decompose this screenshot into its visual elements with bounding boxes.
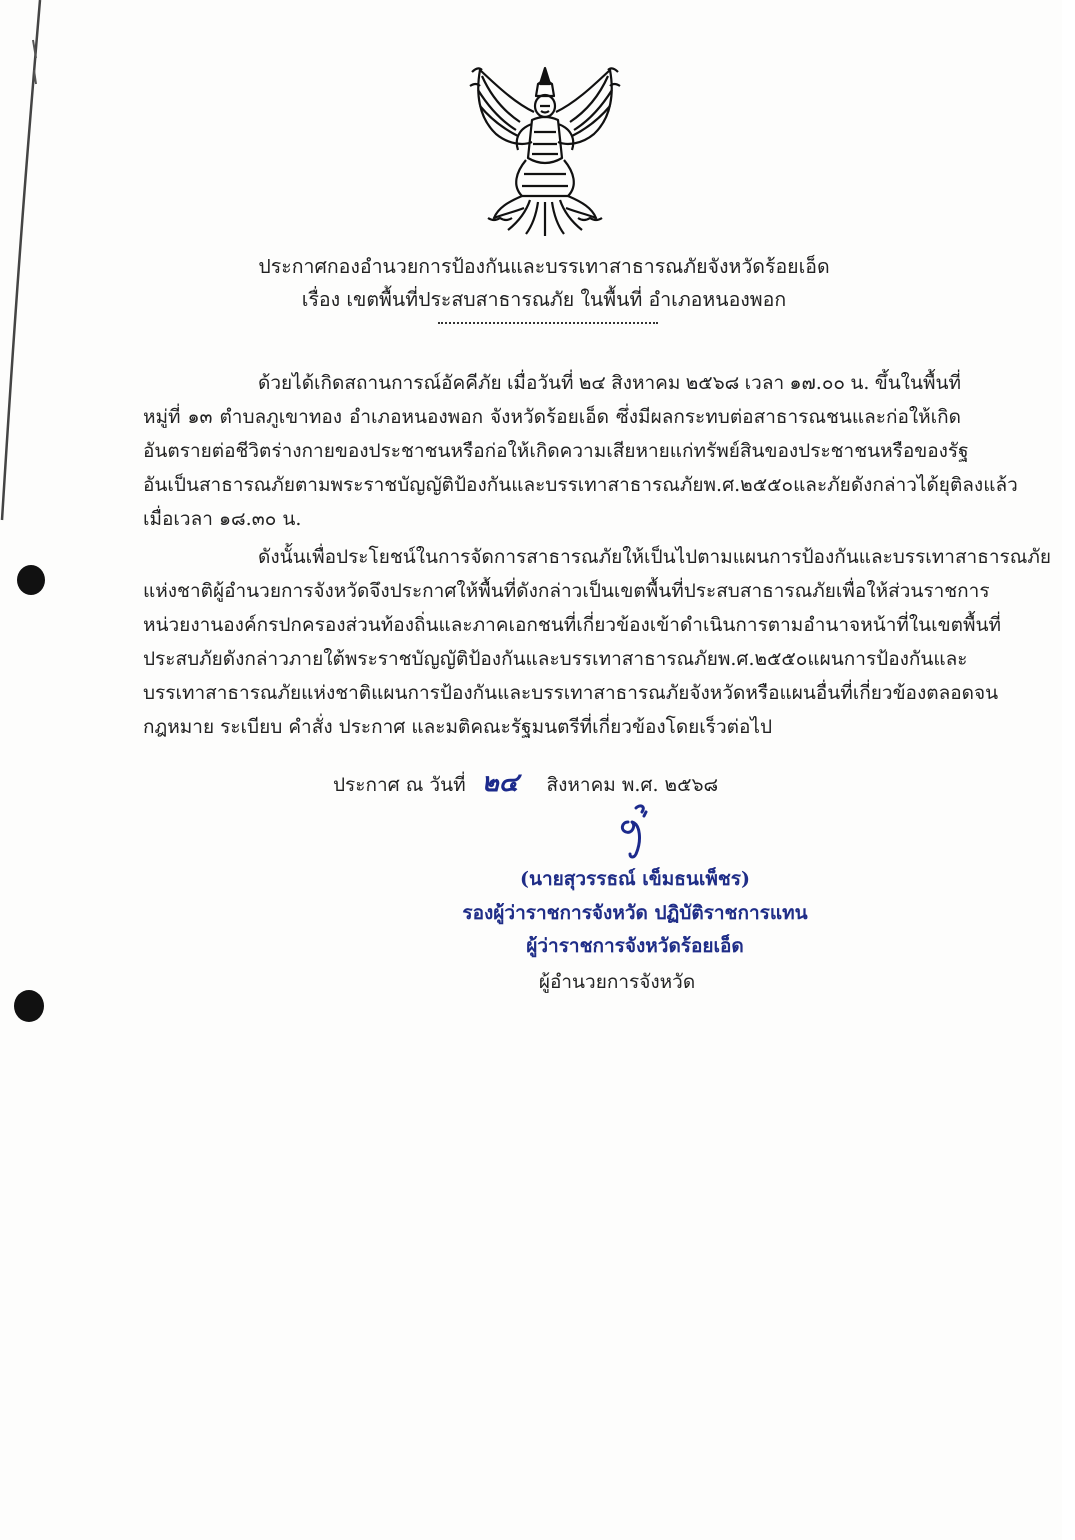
text-word: อันเป็นสาธารณภัยตามพระราชบัญญัติป้องกันและบรรเทาสาธารณภัย — [143, 474, 704, 496]
text-word: เวลา — [744, 372, 785, 394]
text-word: ขึ้นในพื้นที่ — [874, 372, 961, 394]
signatory-role: ผู้อำนวยการจังหวัด — [538, 971, 696, 993]
text-word: จังหวัดร้อยเอ็ด — [490, 406, 609, 428]
handwritten-signature-icon — [614, 800, 654, 860]
paragraph-line — [143, 676, 999, 710]
garuda-emblem-icon — [468, 62, 623, 238]
text-word: เพื่อให้ส่วนราชการ — [835, 580, 990, 602]
paragraph-2 — [143, 540, 1051, 744]
date-month-year: สิงหาคม พ.ศ. ๒๕๖๘ — [546, 774, 719, 796]
text-word: ๒๕๕๐ — [754, 648, 808, 670]
paragraph-line — [143, 608, 1002, 642]
text-word: อำเภอหนองพอก — [348, 406, 484, 428]
date-prefix: ประกาศ ณ วันที่ — [333, 774, 466, 796]
text-word: ผู้อำนวยการจังหวัด — [212, 580, 370, 602]
signatory-position: ผู้ว่าราชการจังหวัดร้อยเอ็ด — [526, 935, 744, 957]
text-word: หน่วยงาน — [143, 614, 224, 636]
text-word: และภาคเอกชนที่เกี่ยวข้อง — [438, 614, 650, 636]
text-word: ๒๕๖๘ — [685, 372, 740, 394]
text-word: หรือก่อให้เกิดความเสียหายแก่ทรัพย์สินของประชาชน — [450, 440, 881, 462]
paragraph-line — [143, 366, 961, 400]
text-word: ๑๓ — [187, 406, 213, 428]
text-word: น. — [850, 372, 870, 394]
text-word: ร่างกายของประชาชน — [271, 440, 451, 462]
document-title: ประกาศกองอำนวยการป้องกันและบรรเทาสาธารณภัยจังหวัดร้อยเอ็ด — [258, 255, 830, 278]
text-word: แผนการป้องกันและ — [807, 648, 968, 670]
text-word: และภัยดังกล่าวได้ยุติลงแล้ว — [793, 474, 1018, 496]
text-word: องค์กรปกครองส่วนท้องถิ่น — [223, 614, 439, 636]
paragraph-line — [143, 502, 961, 536]
text-word: ดังนั้น — [258, 546, 306, 568]
text-word: หรือของรัฐ — [880, 440, 969, 462]
text-word: แผนการป้องกันและบรรเทาสาธารณภัยจังหวัดหรือแผนอื่นที่เกี่ยวข้อง — [371, 682, 927, 704]
text-word: พ.ศ. — [717, 648, 755, 670]
signatory-name: (นายสุวรรธณ์ เข็มธนเพ็ชร) — [520, 868, 750, 890]
document-subject: เรื่อง เขตพื้นที่ประสบสาธารณภัย ในพื้นที่ อำเภอหนองพอก — [301, 288, 787, 311]
text-word: ๒๕๕๐ — [740, 474, 794, 496]
signatory-position: รองผู้ว่าราชการจังหวัด ปฏิบัติราชการแทน — [462, 902, 808, 924]
text-word: จึงประกาศให้พื้นที่ดังกล่าวเป็นเขตพื้นที่ประสบสาธารณภัย — [369, 580, 836, 602]
text-word: เพื่อประโยชน์ในการจัดการสาธารณภัยให้เป็นไปตามแผนการป้องกันและบรรเทาสาธารณภัย — [305, 546, 1051, 568]
text-word: บรรเทาสาธารณภัยแห่งชาติ — [143, 682, 372, 704]
text-word: ซึ่งมีผลกระทบต่อสาธารณชนและก่อให้เกิด — [615, 406, 961, 428]
paragraph-line — [143, 434, 969, 468]
punch-hole — [14, 990, 44, 1022]
paragraph-line — [143, 540, 1051, 574]
text-word: ตลอดจน — [926, 682, 999, 704]
paragraph-line — [143, 710, 961, 744]
punch-hole — [17, 565, 45, 595]
paragraph-line — [143, 642, 968, 676]
text-word: เข้าดำเนินการตามอำนาจหน้าที่ในเขตพื้นที่ — [649, 614, 1002, 636]
text-word: เมื่อวันที่ — [506, 372, 574, 394]
text-word: ประสบภัยดังกล่าว — [143, 648, 289, 670]
announcement-date — [333, 768, 718, 800]
dotted-divider — [438, 322, 658, 324]
paragraph-1 — [143, 366, 1018, 536]
text-word: อันตรายต่อชีวิต — [143, 440, 272, 462]
text-word: สิงหาคม — [611, 372, 681, 394]
text-word: พ.ศ. — [703, 474, 741, 496]
text-word: ๒๔ — [578, 372, 606, 394]
paragraph-line — [143, 400, 961, 434]
text-word: ตำบลภูเขาทอง — [219, 406, 343, 428]
handwritten-day: ๒๔ — [481, 768, 519, 798]
text-word: เมื่อเวลา ๑๘.๓๐ น. — [143, 508, 302, 530]
text-word: ภายใต้พระราชบัญญัติป้องกันและบรรเทาสาธารณภัย — [288, 648, 718, 670]
paragraph-line — [143, 574, 990, 608]
text-word: ๑๗.๐๐ — [789, 372, 846, 394]
text-word: ด้วยได้เกิดสถานการณ์อัคคีภัย — [258, 372, 502, 394]
text-word: แห่งชาติ — [143, 580, 213, 602]
paragraph-line — [143, 468, 1018, 502]
text-word: หมู่ที่ — [143, 406, 181, 428]
text-word: กฎหมาย ระเบียบ คำสั่ง ประกาศ และมติคณะรัฐมนตรีที่เกี่ยวข้องโดยเร็วต่อไป — [143, 716, 773, 738]
